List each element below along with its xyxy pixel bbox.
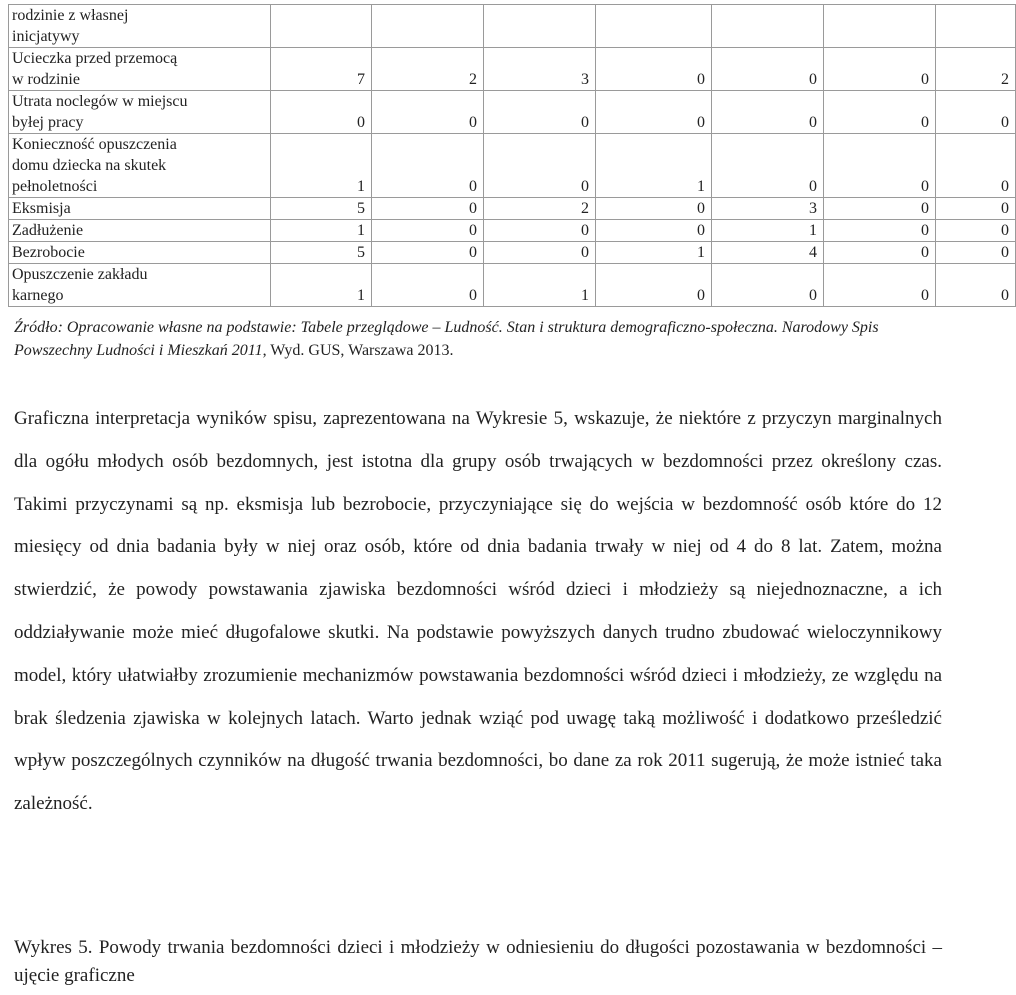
table-cell-value: 0 xyxy=(936,198,1016,220)
row-label-line: karnego xyxy=(12,287,64,304)
body-paragraph: Graficzna interpretacja wyników spisu, zaprezentowana na Wykresie 5, wskazuje, że niektóre z przyczyn marginalnych dla ogółu młodych osób bezdomnych, jest istotna dla grupy osób trwających w bezdomności przez określony czas. Takimi przyczynami są np. eksmisja lub bezrobocie, przyczyniające się do wejścia w bezdomność osób które do 12 miesięcy od dnia badania były w niej oraz osób, które od dnia badania trwały w niej od 4 do 8 lat. Zatem, można stwierdzić, że powody powstawania zjawiska bezdomności wśród dzieci i młodzieży są niejednoznaczne, a ich oddziaływanie może mieć długofalowe skutki. Na podstawie powyższych danych trudno zbudować wieloczynnikowy model, który ułatwiałby zrozumienie mechanizmów powstawania bezdomności wśród dzieci i młodzieży, ze względu na brak śledzenia zjawiska w kolejnych latach. Warto jednak wziąć pod uwagę taką możliwość i dodatkowo prześledzić wpływ poszczególnych czynników na długość trwania bezdomności, bo dane za rok 2011 sugerują, że może istnieć taka zależność. xyxy=(14,408,942,815)
row-label xyxy=(9,198,271,220)
row-label-line: w rodzinie xyxy=(12,71,80,88)
table-cell-value: 2 xyxy=(372,48,484,91)
row-label-line: Ucieczka przed przemocą xyxy=(12,50,178,67)
table-cell-value: 0 xyxy=(484,134,596,198)
table-cell-value: 1 xyxy=(271,264,372,307)
table-cell-value: 0 xyxy=(936,220,1016,242)
table-cell-value: 2 xyxy=(936,48,1016,91)
table-cell-value: 4 xyxy=(712,242,824,264)
table-cell-value: 1 xyxy=(271,220,372,242)
table-cell-value: 0 xyxy=(484,91,596,134)
table-cell-value: 0 xyxy=(824,242,936,264)
row-label-line: Konieczność opuszczenia xyxy=(12,136,177,153)
row-label xyxy=(9,264,271,307)
table-row xyxy=(9,242,1016,264)
table-cell-value: 0 xyxy=(596,220,712,242)
row-label xyxy=(9,91,271,134)
row-label-line: inicjatywy xyxy=(12,28,80,45)
table-row xyxy=(9,220,1016,242)
table-cell-value: 0 xyxy=(824,264,936,307)
table-cell-value: 0 xyxy=(936,264,1016,307)
table-cell-value: 1 xyxy=(712,220,824,242)
row-label-line: rodzinie z własnej xyxy=(12,7,129,24)
table-cell-value: 0 xyxy=(936,134,1016,198)
table-cell-value: 0 xyxy=(712,91,824,134)
table-row xyxy=(9,5,1016,48)
table-cell-value: 5 xyxy=(271,198,372,220)
table-cell-value: 0 xyxy=(824,198,936,220)
row-label-line: pełnoletności xyxy=(12,178,98,195)
table-cell-value: 0 xyxy=(484,220,596,242)
table-row xyxy=(9,264,1016,307)
table-cell-value: 3 xyxy=(712,198,824,220)
table-row xyxy=(9,134,1016,198)
table-cell-value: 0 xyxy=(372,198,484,220)
table-cell-value xyxy=(484,5,596,48)
table-cell-value: 0 xyxy=(824,48,936,91)
table-cell-value xyxy=(372,5,484,48)
row-label xyxy=(9,220,271,242)
row-label-line: domu dziecka na skutek xyxy=(12,157,167,174)
table-cell-value: 0 xyxy=(596,264,712,307)
table-cell-value: 0 xyxy=(712,134,824,198)
row-label xyxy=(9,5,271,48)
table-cell-value: 0 xyxy=(596,198,712,220)
table-cell-value: 0 xyxy=(372,91,484,134)
row-label-line: Zadłużenie xyxy=(12,222,84,239)
table-cell-value: 2 xyxy=(484,198,596,220)
table-cell-value: 1 xyxy=(596,134,712,198)
table-cell-value: 0 xyxy=(824,220,936,242)
table-cell-value: 0 xyxy=(596,91,712,134)
row-label-line: Opuszczenie zakładu xyxy=(12,266,148,283)
table-cell-value: 7 xyxy=(271,48,372,91)
table-cell-value: 0 xyxy=(372,264,484,307)
table-cell-value: 0 xyxy=(824,134,936,198)
table-cell-value: 0 xyxy=(372,134,484,198)
table-cell-value: 0 xyxy=(271,91,372,134)
table-cell-value: 0 xyxy=(372,220,484,242)
figure-caption: Wykres 5. Powody trwania bezdomności dzieci i młodzieży w odniesieniu do długości pozostawania w bezdomności – ujęcie graficzne xyxy=(14,937,942,986)
homelessness-causes-table xyxy=(8,4,1016,307)
table-cell-value: 5 xyxy=(271,242,372,264)
table-cell-value: 0 xyxy=(712,264,824,307)
table-cell-value: 1 xyxy=(484,264,596,307)
row-label-line: byłej pracy xyxy=(12,114,84,131)
source-citation: Źródło: Opracowanie własne na podstawie: Tabele przeglądowe – Ludność. Stan i struktura demograficzno-społeczna. Narodowy Spis Powszechny Ludności i Mieszkań 2011 xyxy=(14,319,879,359)
table-cell-value: 1 xyxy=(596,242,712,264)
table-cell-value: 0 xyxy=(824,91,936,134)
table-cell-value: 0 xyxy=(936,91,1016,134)
table-cell-value: 0 xyxy=(712,48,824,91)
table-cell-value xyxy=(596,5,712,48)
table-cell-value: 3 xyxy=(484,48,596,91)
table-cell-value: 0 xyxy=(936,242,1016,264)
table-cell-value: 0 xyxy=(596,48,712,91)
table-cell-value xyxy=(824,5,936,48)
row-label xyxy=(9,242,271,264)
table-row xyxy=(9,198,1016,220)
row-label-line: Eksmisja xyxy=(12,200,71,217)
table-cell-value xyxy=(271,5,372,48)
table-cell-value: 1 xyxy=(271,134,372,198)
table-cell-value: 0 xyxy=(484,242,596,264)
table-row xyxy=(9,48,1016,91)
row-label xyxy=(9,134,271,198)
row-label xyxy=(9,48,271,91)
table-cell-value: 0 xyxy=(372,242,484,264)
table-cell-value xyxy=(712,5,824,48)
table-source-note xyxy=(14,316,954,362)
row-label-line: Bezrobocie xyxy=(12,244,85,261)
source-publisher: , Wyd. GUS, Warszawa 2013. xyxy=(262,342,454,359)
row-label-line: Utrata noclegów w miejscu xyxy=(12,93,188,110)
table-row xyxy=(9,91,1016,134)
table-cell-value xyxy=(936,5,1016,48)
